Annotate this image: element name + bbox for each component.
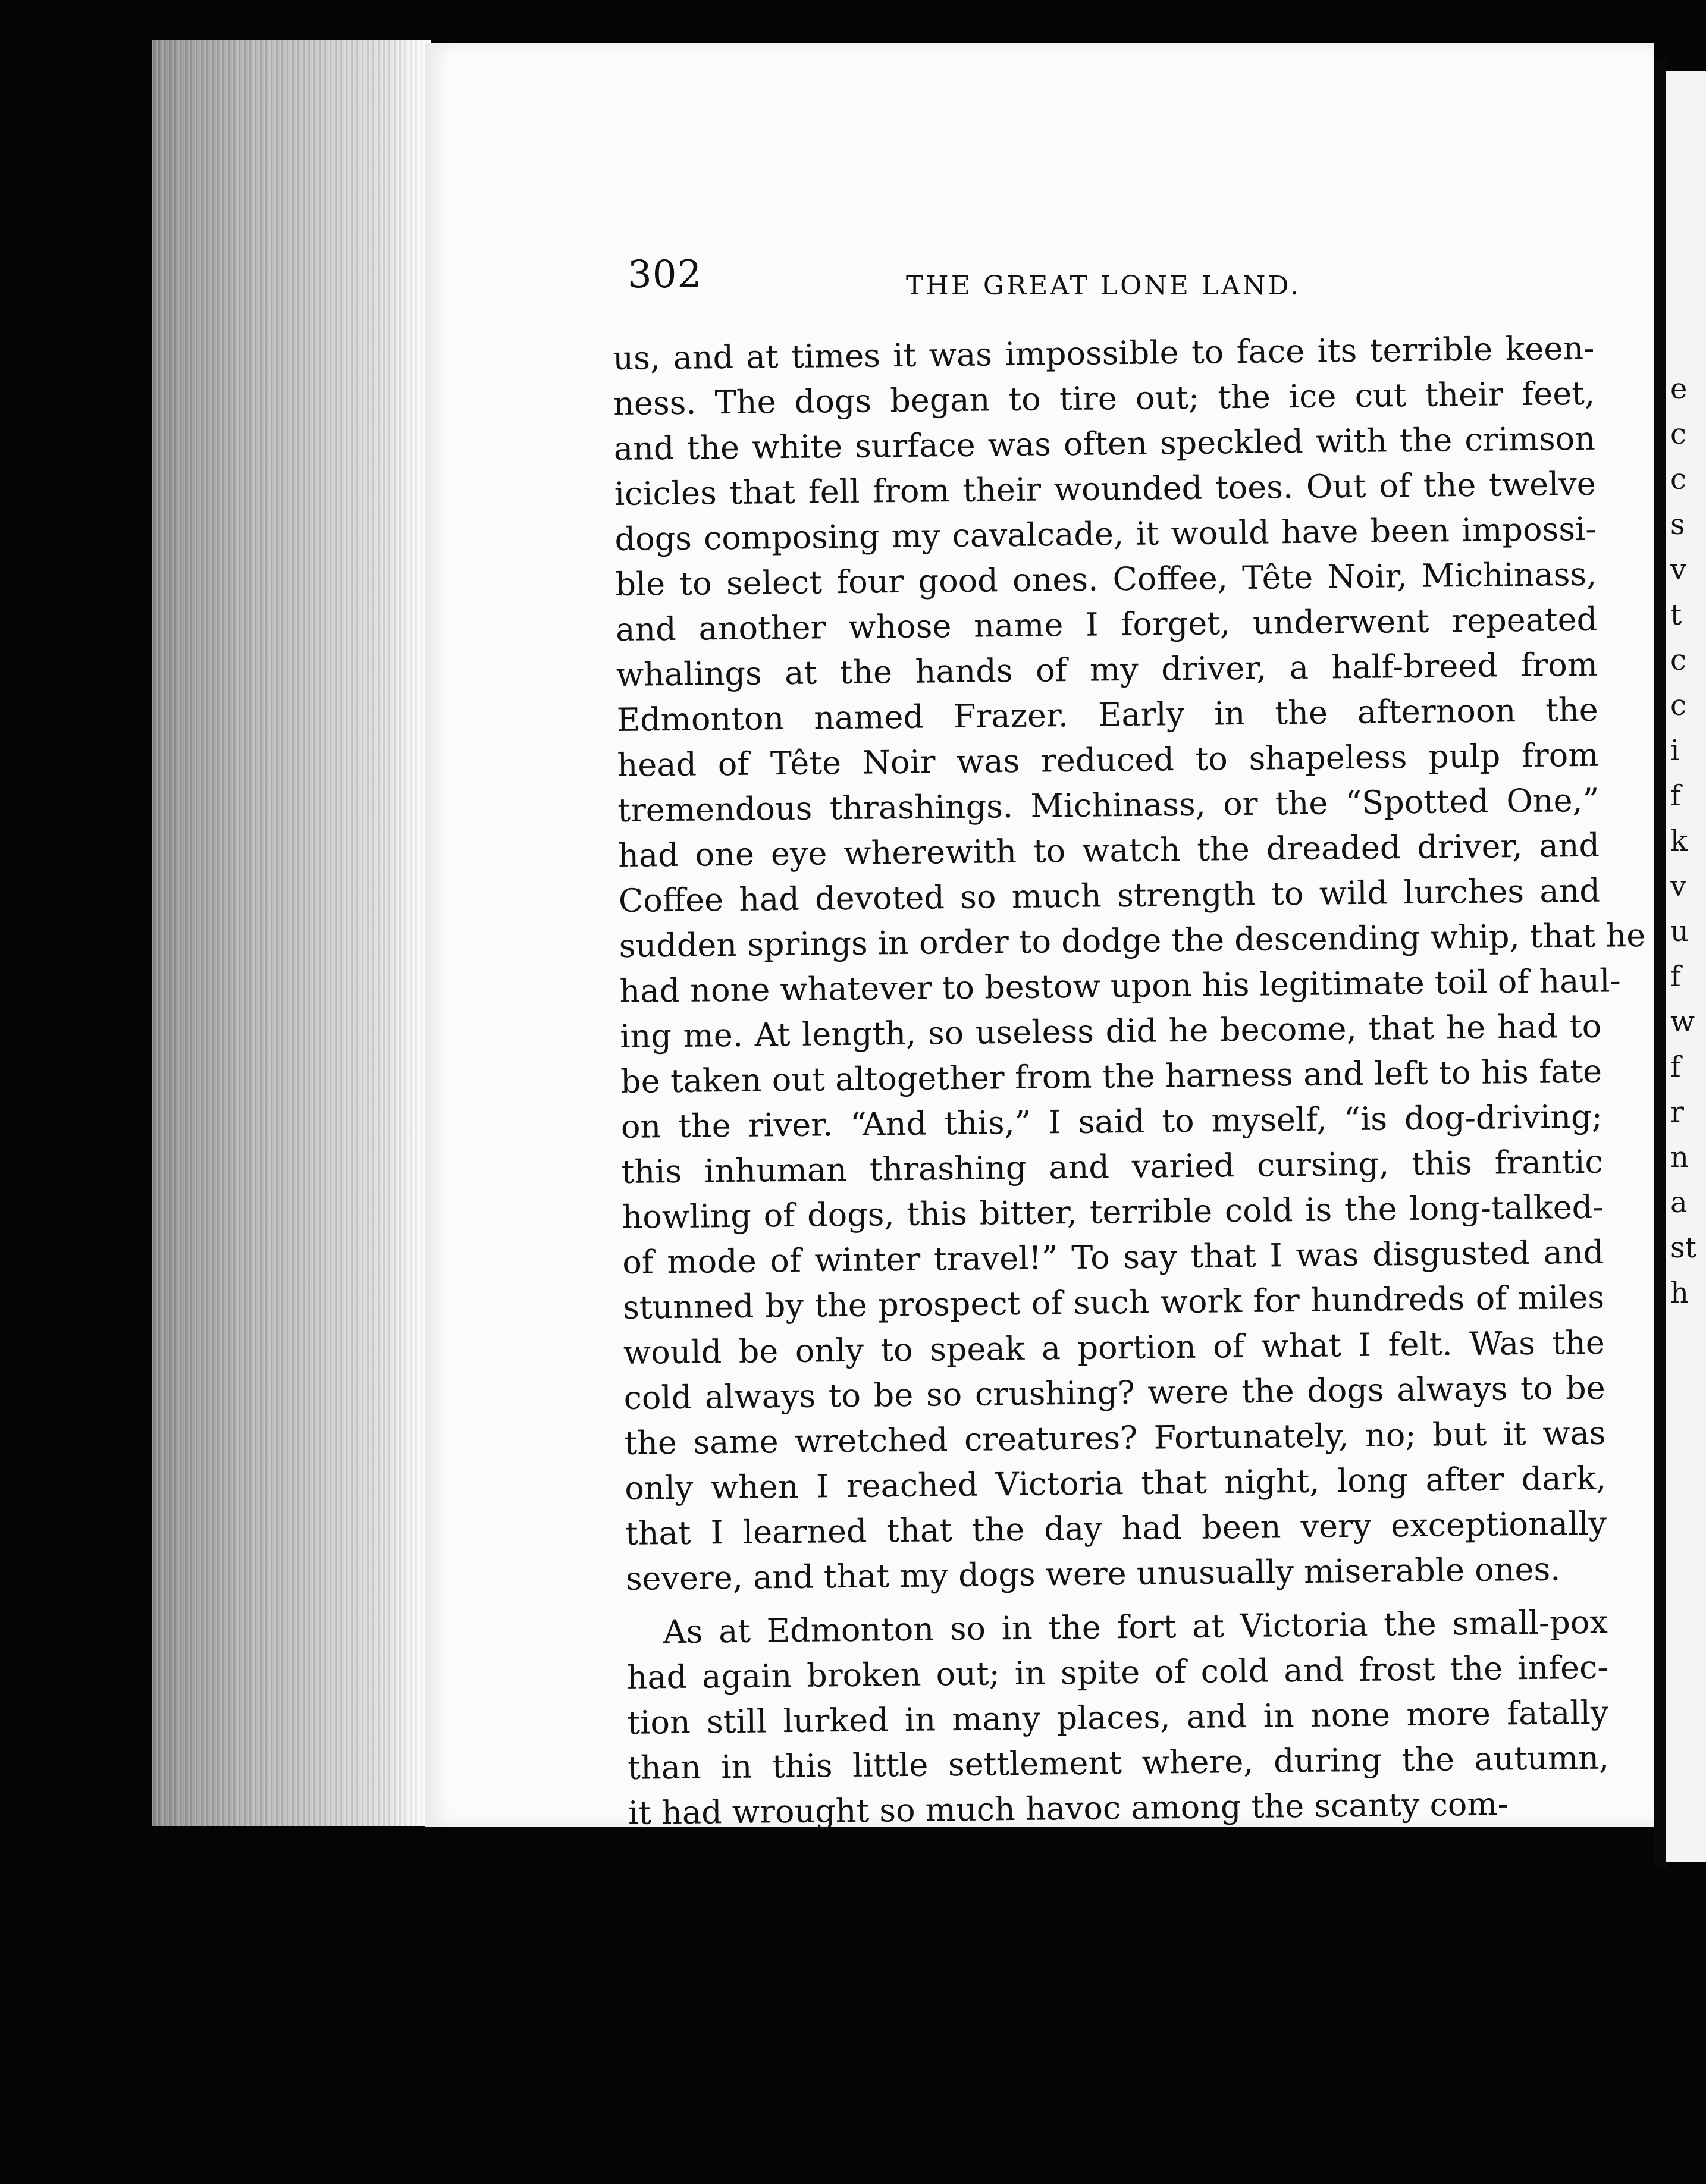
text-line: of mode of winter travel!” To say that I was disgusted and xyxy=(622,1233,1604,1281)
facing-page-fragment: c xyxy=(1670,644,1686,677)
facing-page-fragment: w xyxy=(1670,1005,1695,1038)
page-number: 302 xyxy=(628,253,703,297)
facing-page-fragment: v xyxy=(1670,553,1687,586)
page-edges xyxy=(152,40,431,1826)
text-line: and another whose name I forget, underwent repeated xyxy=(615,600,1598,648)
text-line: on the river. “And this,” I said to myself, “is dog-driving; xyxy=(620,1097,1603,1146)
text-line: severe, and that my dogs were unusually miserable ones. xyxy=(625,1550,1561,1598)
facing-page-fragment: v xyxy=(1670,870,1687,903)
facing-page-fragment: s xyxy=(1670,508,1685,541)
text-line: howling of dogs, this bitter, terrible cold is the long-talked- xyxy=(622,1188,1604,1236)
text-line: ble to select four good ones. Coffee, Tête Noir, Michinass, xyxy=(615,555,1597,603)
facing-page-fragment: u xyxy=(1670,915,1689,948)
text-line: ness. The dogs began to tire out; the ice cut their feet, xyxy=(613,374,1595,422)
text-line: Edmonton named Frazer. Early in the afternoon the xyxy=(616,691,1598,739)
body-text xyxy=(613,326,1646,1836)
text-line: be taken out altogether from the harness and left to his fate xyxy=(620,1052,1602,1100)
facing-page-fragment: c xyxy=(1670,418,1686,451)
text-line: icicles that fell from their wounded toes. Out of the twelve xyxy=(614,465,1597,513)
text-line: had again broken out; in spite of cold and frost the infec- xyxy=(626,1648,1608,1696)
text-line: than in this little settlement where, during the autumn, xyxy=(627,1739,1610,1787)
text-line: head of Tête Noir was reduced to shapeless pulp from xyxy=(617,736,1599,784)
text-line: it had wrought so much havoc among the scanty com- xyxy=(628,1785,1509,1832)
text-line: only when I reached Victoria that night, long after dark, xyxy=(624,1459,1607,1507)
text-line: had none whatever to bestow upon his legitimate toil of haul- xyxy=(619,962,1622,1010)
text-line: ing me. At length, so useless did he become, that he had to xyxy=(620,1007,1602,1055)
facing-page-fragment: f xyxy=(1670,960,1681,993)
text-line: the same wretched creatures? Fortunately, no; but it was xyxy=(624,1414,1606,1462)
facing-page-fragment: c xyxy=(1670,689,1686,722)
text-line: and the white surface was often speckled with the crimson xyxy=(613,419,1596,467)
running-head xyxy=(628,253,1329,306)
text-line: whalings at the hands of my driver, a half-breed from xyxy=(616,645,1598,694)
facing-page-fragment: k xyxy=(1670,824,1688,858)
text-line: sudden springs in order to dodge the descending whip, that he xyxy=(619,916,1646,965)
text-line: As at Edmonton so in the fort at Victoria the small-pox xyxy=(663,1603,1608,1651)
book-gutter xyxy=(1654,59,1667,1868)
text-line: this inhuman thrashing and varied cursing, this frantic xyxy=(621,1143,1603,1191)
text-line: us, and at times it was impossible to face its terrible keen- xyxy=(613,329,1595,377)
facing-page-fragment: r xyxy=(1670,1096,1684,1129)
facing-page-edge xyxy=(1666,71,1706,1862)
text-line: stunned by the prospect of such work for hundreds of miles xyxy=(622,1278,1605,1326)
text-line: Coffee had devoted so much strength to wild lurches and xyxy=(618,871,1601,920)
facing-page-fragment: t xyxy=(1670,598,1682,632)
text-line: tion still lurked in many places, and in none more fatally xyxy=(627,1693,1609,1741)
text-line: would be only to speak a portion of what I felt. Was the xyxy=(623,1323,1605,1372)
facing-page-fragment: a xyxy=(1670,1186,1688,1219)
book-title: THE GREAT LONE LAND. xyxy=(906,271,1302,301)
facing-page-fragment: c xyxy=(1670,463,1686,496)
text-line: tremendous thrashings. Michinass, or the “Spotted One,” xyxy=(617,781,1600,829)
facing-page-fragment: h xyxy=(1670,1276,1689,1310)
text-line: that I learned that the day had been very exceptionally xyxy=(625,1504,1607,1552)
facing-page-fragment: i xyxy=(1670,734,1680,767)
facing-page-fragment: n xyxy=(1670,1141,1689,1174)
facing-page-fragment: e xyxy=(1670,372,1688,406)
facing-page-fragment: f xyxy=(1670,1050,1681,1084)
text-line: dogs composing my cavalcade, it would have been impossi- xyxy=(614,510,1597,558)
text-line: had one eye wherewith to watch the dreaded driver, and xyxy=(617,826,1600,874)
facing-page-fragment: f xyxy=(1670,779,1681,812)
text-line: cold always to be so crushing? were the dogs always to be xyxy=(623,1369,1605,1417)
facing-page-fragment: st xyxy=(1670,1231,1696,1264)
